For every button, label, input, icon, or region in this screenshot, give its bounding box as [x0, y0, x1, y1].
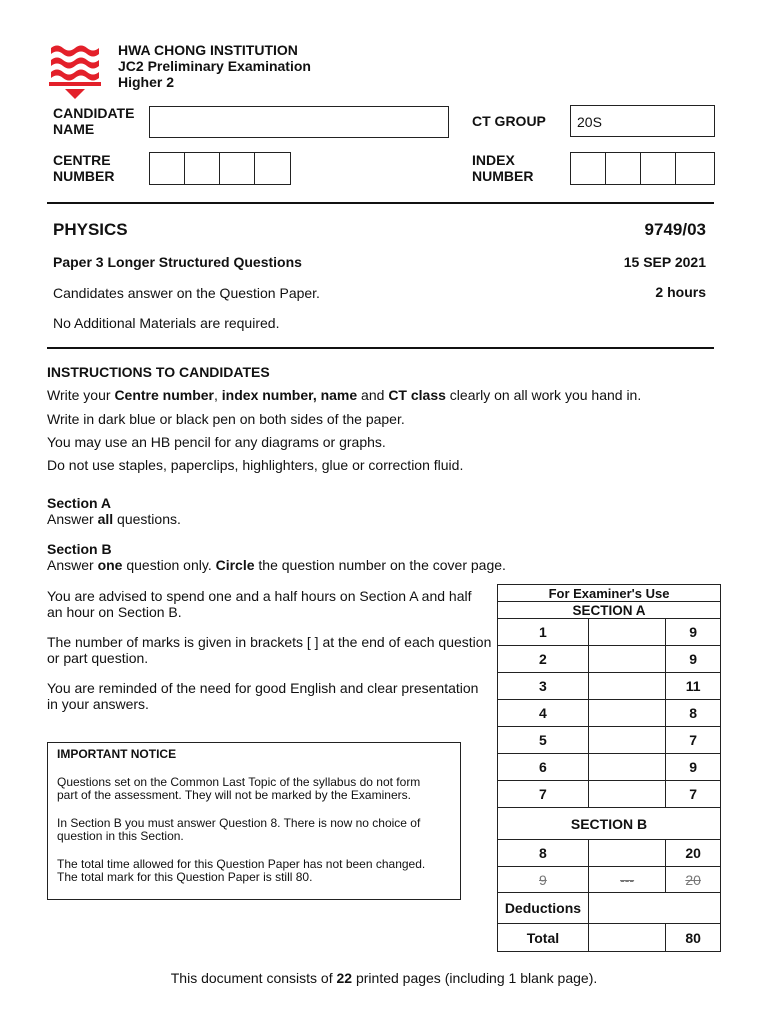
notice-text: In Section B you must answer Question 8. There is now no choice of — [57, 815, 421, 830]
paper-title: Paper 3 Longer Structured Questions — [53, 254, 302, 270]
struck-score: --- — [620, 871, 635, 888]
important-notice — [47, 742, 461, 900]
exam-level: Higher 2 — [118, 74, 175, 90]
table-row: 1 9 — [498, 619, 721, 646]
advice-english: You are reminded of the need for good English and clear presentation in your answers. — [47, 680, 479, 712]
centre-digit-box[interactable] — [149, 152, 185, 185]
exam-duration: 2 hours — [655, 284, 706, 300]
score-cell[interactable] — [588, 646, 665, 673]
index-number-label: INDEX NUMBER — [472, 152, 534, 184]
notice-heading: IMPORTANT NOTICE — [57, 747, 177, 761]
centre-digit-box[interactable] — [254, 152, 291, 185]
ct-group-label: CT GROUP — [472, 113, 546, 129]
table-row: 7 7 — [498, 781, 721, 808]
divider-bottom — [47, 347, 714, 349]
ct-group-field[interactable] — [570, 105, 715, 137]
index-digit-box[interactable] — [570, 152, 606, 185]
centre-number-label: CENTRE NUMBER — [53, 152, 115, 184]
centre-number-boxes[interactable] — [149, 152, 291, 185]
notice-text: The total time allowed for this Question Paper has not been changed. — [57, 856, 426, 871]
table-row: 8 20 — [498, 840, 721, 867]
section-a-instruction: Answer all questions. — [47, 511, 181, 527]
divider-top — [47, 202, 714, 204]
notice-text: The total mark for this Question Paper is still 80. — [57, 870, 313, 884]
subject-title: PHYSICS — [53, 220, 128, 239]
deductions-cell[interactable] — [588, 893, 720, 924]
candidate-name-label: CANDIDATE NAME — [53, 105, 135, 137]
table-row: 3 11 — [498, 673, 721, 700]
examiners-use-title: For Examiner's Use — [498, 585, 721, 602]
section-a-label: SECTION A — [498, 602, 721, 619]
section-b-instruction: Answer one question only. Circle the question number on the cover page. — [47, 557, 506, 573]
section-a-heading: Section A — [47, 495, 112, 511]
instruction-line-2: Write in dark blue or black pen on both sides of the paper. — [47, 411, 405, 427]
materials-note: No Additional Materials are required. — [53, 315, 280, 331]
advice-marks: The number of marks is given in brackets [ ] at the end of each question or part question. — [47, 634, 492, 666]
section-b-heading: Section B — [47, 541, 112, 557]
score-cell[interactable] — [588, 754, 665, 781]
examiners-use-table — [497, 584, 721, 952]
index-digit-box[interactable] — [675, 152, 715, 185]
advice-time: You are advised to spend one and a half hours on Section A and half an hour on Section B. — [47, 588, 472, 620]
instruction-line-4: Do not use staples, paperclips, highlighters, glue or correction fluid. — [47, 457, 464, 473]
index-digit-box[interactable] — [640, 152, 676, 185]
institution-name: HWA CHONG INSTITUTION — [118, 42, 298, 58]
score-cell[interactable] — [588, 700, 665, 727]
notice-text: question in this Section. — [57, 829, 184, 843]
exam-date: 15 SEP 2021 — [623, 254, 706, 270]
exam-name: JC2 Preliminary Examination — [118, 58, 311, 74]
page-count-footer: This document consists of 22 printed pages (including 1 blank page). — [170, 970, 598, 986]
struck-question: 9 — [539, 871, 547, 888]
total-marks: 80 — [666, 924, 721, 952]
instruction-line-1: Write your Centre number, index number, name and CT class clearly on all work you hand in. — [47, 387, 642, 403]
index-number-boxes[interactable] — [570, 152, 715, 185]
table-row: 2 9 — [498, 646, 721, 673]
index-digit-box[interactable] — [605, 152, 641, 185]
ct-group-value: 20S — [577, 114, 602, 130]
score-cell[interactable] — [588, 727, 665, 754]
instruction-line-3: You may use an HB pencil for any diagrams or graphs. — [47, 434, 386, 450]
candidate-name-field[interactable] — [149, 106, 449, 138]
score-cell[interactable] — [588, 673, 665, 700]
section-b-label: SECTION B — [498, 808, 721, 840]
score-cell[interactable] — [588, 781, 665, 808]
total-label: Total — [498, 924, 589, 952]
institution-logo — [47, 44, 103, 100]
total-score-cell[interactable] — [588, 924, 665, 952]
score-cell[interactable] — [588, 619, 665, 646]
paper-code: 9749/03 — [644, 220, 706, 239]
table-row: 5 7 — [498, 727, 721, 754]
answer-note: Candidates answer on the Question Paper. — [53, 285, 320, 301]
centre-digit-box[interactable] — [219, 152, 255, 185]
hci-logo-icon — [47, 44, 103, 100]
struck-marks: 20 — [685, 871, 701, 888]
notice-text: part of the assessment. They will not be marked by the Examiners. — [57, 788, 411, 802]
table-row — [498, 867, 721, 893]
notice-text: Questions set on the Common Last Topic of the syllabus do not form — [57, 774, 421, 789]
table-row: 4 8 — [498, 700, 721, 727]
instructions-heading: INSTRUCTIONS TO CANDIDATES — [47, 364, 270, 380]
centre-digit-box[interactable] — [184, 152, 220, 185]
score-cell[interactable] — [588, 840, 665, 867]
deductions-label: Deductions — [498, 893, 589, 924]
table-row: 6 9 — [498, 754, 721, 781]
